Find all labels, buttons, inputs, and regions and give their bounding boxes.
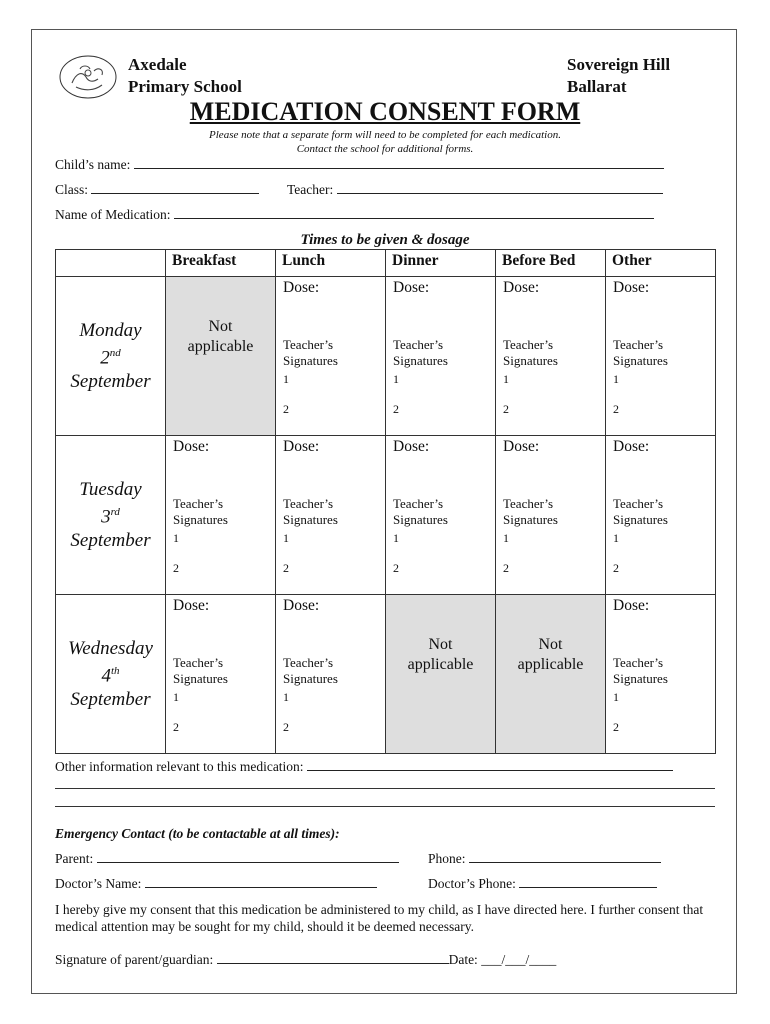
- class-line[interactable]: [91, 181, 259, 194]
- dose-cell[interactable]: [496, 436, 606, 595]
- other-info-line-2[interactable]: [55, 788, 715, 789]
- signature-label: Teacher’s Signatures: [393, 337, 448, 368]
- signature-slot-2[interactable]: 2: [283, 561, 289, 575]
- not-applicable-cell: [386, 595, 496, 754]
- dose-cell[interactable]: [166, 595, 276, 754]
- header-other: Other: [606, 250, 716, 277]
- signature-slot-1[interactable]: 1: [173, 531, 179, 545]
- dose-label: Dose:: [503, 438, 540, 455]
- na-text: Not: [428, 636, 453, 653]
- signature-label: Teacher’s Signatures: [613, 496, 668, 527]
- dose-cell[interactable]: [606, 277, 716, 436]
- teacher-field[interactable]: [287, 181, 663, 198]
- signature-label: Teacher’s Signatures: [283, 496, 338, 527]
- signature-slot-2[interactable]: 2: [283, 720, 289, 734]
- form-note-1: Please note that a separate form will need to be completed for each medication.: [209, 129, 561, 141]
- signature-slot-2[interactable]: 2: [173, 720, 179, 734]
- child-name-field[interactable]: [55, 156, 664, 173]
- signature-label: Teacher’s Signatures: [393, 496, 448, 527]
- dose-label: Dose:: [173, 438, 210, 455]
- signature-slot-2[interactable]: 2: [503, 402, 509, 416]
- signature-slot-2[interactable]: 2: [393, 561, 399, 575]
- signature-slot-2[interactable]: 2: [173, 561, 179, 575]
- school-logo-icon: [58, 53, 118, 101]
- table-row: [56, 595, 716, 754]
- signature-slot-1[interactable]: 1: [393, 372, 399, 386]
- day-month: September: [70, 529, 151, 551]
- na-text: Not: [538, 636, 563, 653]
- teacher-line[interactable]: [337, 181, 663, 194]
- class-field[interactable]: [55, 181, 259, 198]
- na-text: Not: [208, 318, 233, 335]
- emergency-heading: Emergency Contact (to be contactable at all times):: [55, 826, 340, 841]
- dose-label: Dose:: [283, 279, 320, 296]
- day-weekday: Tuesday: [79, 479, 142, 501]
- table-row: [56, 436, 716, 595]
- day-month: September: [70, 370, 151, 392]
- doctor-phone-label: Doctor’s Phone:: [428, 876, 516, 891]
- not-applicable-cell: [166, 277, 276, 436]
- date-label: Date:: [448, 952, 478, 967]
- dose-cell[interactable]: [496, 277, 606, 436]
- header-lunch: Lunch: [276, 250, 386, 277]
- dose-label: Dose:: [393, 279, 430, 296]
- doctor-phone-field[interactable]: [428, 875, 657, 892]
- day-month: September: [70, 688, 151, 710]
- signature-slot-2[interactable]: 2: [613, 720, 619, 734]
- header-corner: [56, 250, 166, 277]
- form-note-2: Contact the school for additional forms.: [296, 143, 474, 155]
- signature-slot-1[interactable]: 1: [173, 690, 179, 704]
- signature-slot-1[interactable]: 1: [503, 531, 509, 545]
- consent-statement: I hereby give my consent that this medication be administered to my child, as I have directed here. I further consent that medical attention may be sought for my child, should it be deemed necessary.: [55, 902, 704, 934]
- medication-line[interactable]: [174, 206, 654, 219]
- parent-field[interactable]: [55, 850, 399, 867]
- day-weekday: Monday: [79, 320, 142, 342]
- dose-label: Dose:: [503, 279, 540, 296]
- table-caption: Times to be given & dosage: [300, 232, 470, 248]
- signature-label: Teacher’s Signatures: [173, 496, 228, 527]
- doctor-name-line[interactable]: [145, 875, 377, 888]
- signature-label: Teacher’s Signatures: [613, 337, 668, 368]
- day-suffix: nd: [109, 347, 121, 360]
- dose-label: Dose:: [613, 597, 650, 614]
- signature-label: Signature of parent/guardian:: [55, 952, 214, 967]
- doctor-name-label: Doctor’s Name:: [55, 876, 142, 891]
- dose-cell[interactable]: [386, 277, 496, 436]
- signature-slot-2[interactable]: 2: [613, 561, 619, 575]
- doctor-phone-line[interactable]: [519, 875, 657, 888]
- signature-slot-1[interactable]: 1: [613, 690, 619, 704]
- child-name-label: Child’s name:: [55, 157, 131, 172]
- day-weekday: Wednesday: [68, 638, 153, 660]
- signature-slot-1[interactable]: 1: [613, 531, 619, 545]
- signature-label: Teacher’s Signatures: [283, 337, 338, 368]
- header-dinner: Dinner: [386, 250, 496, 277]
- dose-label: Dose:: [393, 438, 430, 455]
- table-header-row: [56, 250, 716, 277]
- medication-label: Name of Medication:: [55, 207, 171, 222]
- day-label: [56, 436, 166, 595]
- parent-label: Parent:: [55, 851, 94, 866]
- day-suffix: th: [110, 665, 120, 678]
- signature-label: Teacher’s Signatures: [503, 337, 558, 368]
- signature-slot-2[interactable]: 2: [503, 561, 509, 575]
- signature-slot-2[interactable]: 2: [283, 402, 289, 416]
- na-text: applicable: [517, 656, 584, 673]
- dose-label: Dose:: [283, 597, 320, 614]
- header-before-bed: Before Bed: [496, 250, 606, 277]
- signature-label: Teacher’s Signatures: [173, 655, 228, 686]
- signature-slot-2[interactable]: 2: [613, 402, 619, 416]
- signature-slot-1[interactable]: 1: [283, 372, 289, 386]
- signature-label: Teacher’s Signatures: [613, 655, 668, 686]
- phone-line[interactable]: [469, 850, 661, 863]
- campus-name: Sovereign Hill: [567, 55, 671, 74]
- header-breakfast: Breakfast: [166, 250, 276, 277]
- day-number: 4: [101, 665, 111, 687]
- dose-cell[interactable]: [606, 436, 716, 595]
- phone-field[interactable]: [428, 850, 661, 867]
- dosage-table: [55, 249, 716, 754]
- date-field[interactable]: ___/___/____: [481, 952, 557, 967]
- dose-label: Dose:: [613, 279, 650, 296]
- signature-slot-1[interactable]: 1: [283, 531, 289, 545]
- dose-label: Dose:: [173, 597, 210, 614]
- class-label: Class:: [55, 182, 89, 197]
- signature-field[interactable]: [55, 951, 556, 968]
- phone-label: Phone:: [428, 851, 466, 866]
- teacher-label: Teacher:: [287, 182, 334, 197]
- signature-slot-1[interactable]: 1: [283, 690, 289, 704]
- signature-label: Teacher’s Signatures: [503, 496, 558, 527]
- day-suffix: rd: [110, 506, 120, 519]
- signature-slot-1[interactable]: 1: [393, 531, 399, 545]
- not-applicable-cell: [496, 595, 606, 754]
- child-name-line[interactable]: [134, 156, 664, 169]
- day-number: 2: [100, 347, 110, 369]
- campus-city: Ballarat: [567, 77, 627, 96]
- school-subname: Primary School: [128, 77, 242, 96]
- parent-line[interactable]: [97, 850, 399, 863]
- dose-cell[interactable]: [606, 595, 716, 754]
- medication-field[interactable]: [55, 206, 654, 223]
- day-number: 3: [101, 506, 111, 528]
- signature-slot-2[interactable]: 2: [393, 402, 399, 416]
- signature-slot-1[interactable]: 1: [503, 372, 509, 386]
- dose-label: Dose:: [613, 438, 650, 455]
- other-info-label: Other information relevant to this medication:: [55, 759, 304, 774]
- signature-slot-1[interactable]: 1: [613, 372, 619, 386]
- dose-cell[interactable]: [386, 436, 496, 595]
- dose-cell[interactable]: [166, 436, 276, 595]
- dose-cell[interactable]: [276, 595, 386, 754]
- signature-line[interactable]: [217, 951, 449, 964]
- signature-label: Teacher’s Signatures: [283, 655, 338, 686]
- na-text: applicable: [187, 338, 254, 355]
- table-row: [56, 277, 716, 436]
- day-label: [56, 595, 166, 754]
- school-name: Axedale: [128, 55, 187, 74]
- doctor-name-field[interactable]: [55, 875, 377, 892]
- form-title: MEDICATION CONSENT FORM: [189, 97, 581, 126]
- dose-label: Dose:: [283, 438, 320, 455]
- dose-cell[interactable]: [276, 436, 386, 595]
- dose-cell[interactable]: [276, 277, 386, 436]
- other-info-line[interactable]: [307, 758, 673, 771]
- other-info-line-3[interactable]: [55, 806, 715, 807]
- na-text: applicable: [407, 656, 474, 673]
- other-info-field[interactable]: [55, 758, 673, 775]
- day-label: [56, 277, 166, 436]
